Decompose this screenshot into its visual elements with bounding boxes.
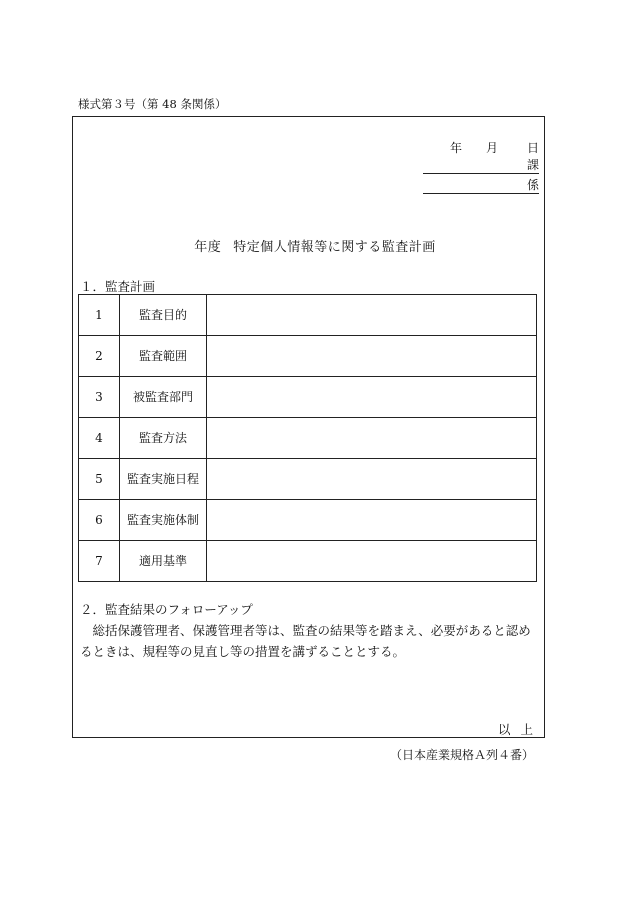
table-row (79, 418, 537, 459)
date-year-label: 年 (450, 141, 463, 155)
row-number: 3 (79, 377, 120, 418)
table-row (79, 336, 537, 377)
row-item: 適用基準 (120, 541, 207, 582)
paper-size-note: （日本産業規格Ａ列４番） (390, 748, 535, 762)
section2-heading: ２．監査結果のフォローアップ (80, 602, 253, 617)
row-item: 被監査部門 (120, 377, 207, 418)
section1-heading: １．監査計画 (80, 279, 156, 294)
row-number: 7 (79, 541, 120, 582)
row-number: 4 (79, 418, 120, 459)
row-number: 1 (79, 295, 120, 336)
form-reference: 様式第３号（第 48 条関係） (78, 97, 227, 111)
row-value (207, 377, 537, 418)
table-row (79, 541, 537, 582)
row-item: 監査実施日程 (120, 459, 207, 500)
document-title (0, 236, 630, 255)
row-item: 監査範囲 (120, 336, 207, 377)
row-number: 2 (79, 336, 120, 377)
row-item: 監査実施体制 (120, 500, 207, 541)
row-value (207, 500, 537, 541)
section-underline (423, 173, 539, 174)
subsection-label: 係 (527, 178, 540, 192)
followup-paragraph: 総括保護管理者、保護管理者等は、監査の結果等を踏まえ、必要があると認めるときは、規程等の見直し等の措置を講ずることとする。 (80, 623, 531, 659)
table-row (79, 377, 537, 418)
row-value (207, 295, 537, 336)
row-value (207, 541, 537, 582)
table-row (79, 295, 537, 336)
section-label: 課 (527, 158, 540, 172)
audit-plan-table (78, 294, 537, 582)
row-value (207, 459, 537, 500)
closing-mark: 以上 (498, 722, 544, 737)
table-row (79, 500, 537, 541)
row-value (207, 418, 537, 459)
subsection-underline (423, 193, 539, 194)
row-number: 6 (79, 500, 120, 541)
row-value (207, 336, 537, 377)
row-item: 監査方法 (120, 418, 207, 459)
date-month-label: 月 (486, 141, 499, 155)
row-number: 5 (79, 459, 120, 500)
row-item: 監査目的 (120, 295, 207, 336)
title-year-label: 年度 (194, 240, 222, 255)
title-main: 特定個人情報等に関する監査計画 (233, 240, 436, 255)
table-row (79, 459, 537, 500)
date-day-label: 日 (527, 141, 540, 155)
